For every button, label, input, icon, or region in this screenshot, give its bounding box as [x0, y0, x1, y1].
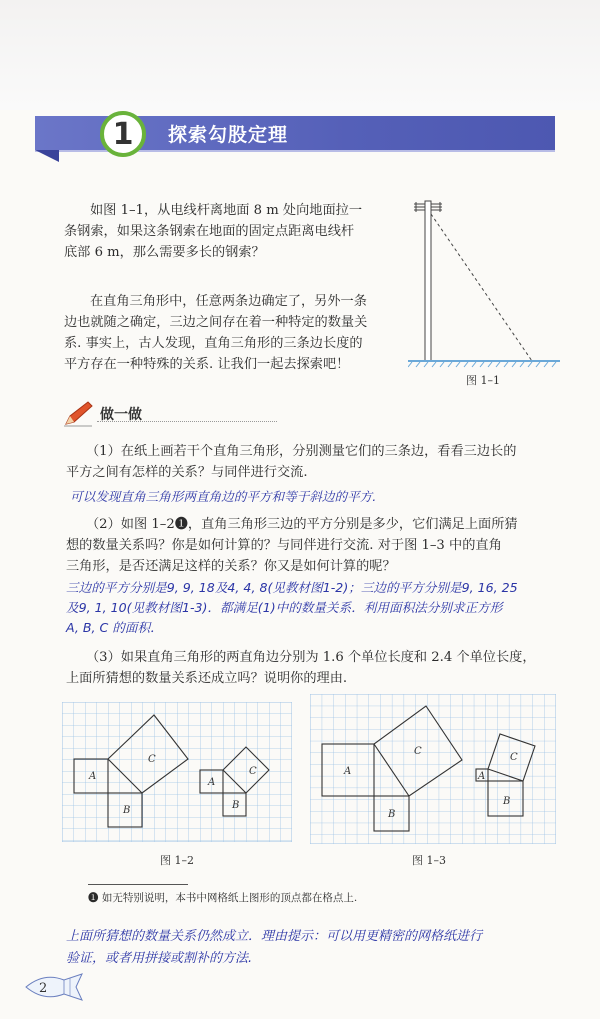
label-b: B	[232, 800, 240, 811]
text-line: 系. 事实上，古人发现，直角三角形的三条边长度的	[64, 336, 363, 351]
footnote-text: 如无特别说明，本书中网格纸上图形的顶点都在格点上.	[101, 892, 358, 904]
label-c: C	[414, 746, 422, 757]
label-a: A	[208, 777, 216, 788]
label-b: B	[388, 809, 396, 820]
intro-paragraph-1	[64, 200, 394, 263]
figure-1-1-caption: 图 1–1	[466, 374, 500, 387]
text-line: 上面所猜想的数量关系还成立吗？说明你的理由.	[66, 671, 348, 686]
figure-1-2-grid	[62, 702, 292, 842]
question-2	[66, 514, 566, 577]
text-line: 三角形，是否还满足这样的关系？你又是如何计算的呢？	[66, 559, 396, 574]
section-number: 1	[100, 111, 146, 157]
question-3	[66, 647, 566, 689]
footnote	[88, 890, 357, 905]
text-line: 平方之间有怎样的关系？与同伴进行交流.	[66, 465, 308, 480]
label-c: C	[148, 754, 156, 765]
footnote-rule	[88, 884, 188, 885]
figure-1-2-caption: 图 1–2	[160, 854, 194, 867]
handwritten-answer-3	[66, 926, 576, 970]
text-line: 条钢索，如果这条钢索在地面的固定点距离电线杆	[64, 224, 355, 239]
banner-fold	[35, 150, 59, 162]
question-1	[66, 441, 566, 483]
page-number: 2	[39, 981, 48, 996]
label-b: B	[123, 805, 131, 816]
text-line: 上面所猜想的数量关系仍然成立．理由提示：可以用更精密的网格纸进行	[66, 929, 483, 944]
text-line: （2）如图 1–2❶，直角三角形三边的平方分别是多少，它们满足上面所猜	[86, 517, 518, 532]
divider	[97, 421, 277, 422]
label-c: C	[249, 766, 257, 777]
label-a: A	[344, 766, 352, 777]
text-line: 平方存在一种特殊的关系. 让我们一起去探索吧！	[64, 357, 350, 372]
figure-1-3-caption: 图 1–3	[412, 854, 446, 867]
figure-1-1-pole-diagram	[408, 196, 568, 368]
page-number-badge	[22, 970, 88, 1004]
text-line: A, B, C 的面积．	[66, 620, 163, 635]
handwritten-answer-1: 可以发现直角三角形两直角边的平方和等于斜边的平方.	[70, 489, 377, 504]
text-line: 想的数量关系吗？你是如何计算的？与同伴进行交流. 对于图 1–3 中的直角	[66, 538, 502, 553]
figure-1-3-grid	[310, 694, 556, 844]
label-a: A	[478, 771, 486, 782]
activity-label: 做一做	[100, 407, 142, 423]
label-b: B	[503, 796, 511, 807]
handwritten-answer-2	[66, 578, 571, 638]
text-line: 及9, 1, 10(见教材图1-3)．都满足(1)中的数量关系．利用面积法分别求正方形	[66, 600, 503, 615]
text-line: （1）在纸上画若干个直角三角形，分别测量它们的三条边，看看三边长的	[86, 444, 517, 459]
intro-paragraph-2	[64, 291, 394, 375]
text-line: 底部 6 m，那么需要多长的钢索？	[64, 245, 265, 260]
text-line: （3）如果直角三角形的两直角边分别为 1.6 个单位长度和 2.4 个单位长度，	[86, 650, 536, 665]
footnote-marker: ❶	[88, 892, 99, 904]
pencil-icon	[62, 400, 96, 428]
text-line: 如图 1–1，从电线杆离地面 8 m 处向地面拉一	[90, 203, 363, 218]
text-line: 边也就随之确定，三边之间存在着一种特定的数量关	[64, 315, 368, 330]
section-title: 探索勾股定理	[168, 124, 289, 146]
top-band	[0, 0, 600, 110]
label-a: A	[89, 771, 97, 782]
text-line: 在直角三角形中，任意两条边确定了，另外一条	[90, 294, 367, 309]
text-line: 三边的平方分别是9, 9, 18及4, 4, 8(见教材图1-2)；三边的平方分别是9, 16, 25	[66, 580, 518, 595]
label-c: C	[510, 752, 518, 763]
text-line: 验证，或者用拼接或割补的方法.	[66, 951, 253, 966]
